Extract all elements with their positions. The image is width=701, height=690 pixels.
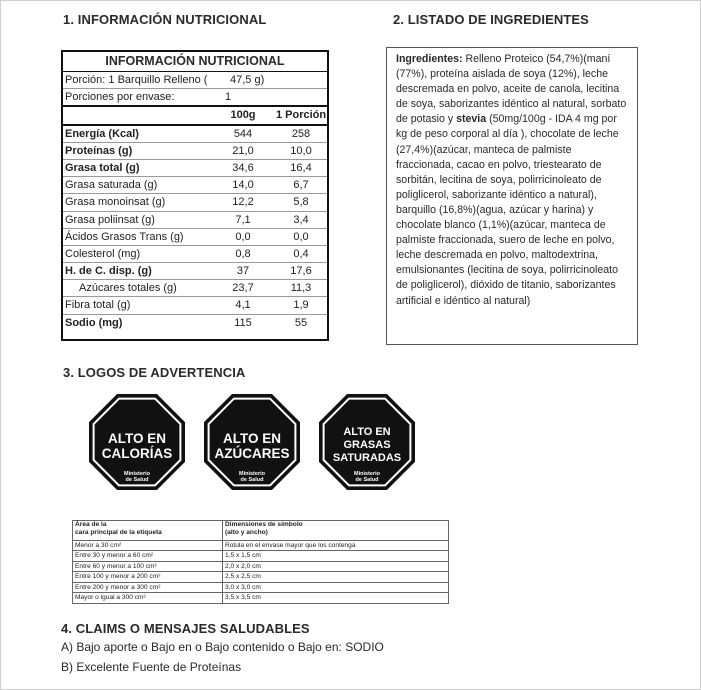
symbol-table-row (73, 551, 449, 562)
nutrition-table (61, 50, 329, 341)
ingredients-box (386, 47, 638, 345)
value-per-100g: 0,8 (235, 247, 251, 260)
value-per-100g: 544 (233, 127, 253, 140)
area-cell: Entre 100 y menor a 200 cm² (73, 572, 223, 583)
nutrient-label: Fibra total (g) (65, 299, 131, 312)
header-dim-line2: (alto y ancho) (225, 529, 268, 536)
portion-label: Porción: 1 Barquillo Relleno ( (65, 74, 208, 86)
section-title-nutrition: 1. INFORMACIÓN NUTRICIONAL (63, 12, 267, 27)
nutrient-label: Grasa saturada (g) (65, 179, 158, 192)
symbol-table-header-area (73, 521, 223, 541)
nutrition-row (63, 315, 327, 331)
nutrition-row (63, 263, 327, 280)
ministry-label-line2: de Salud (240, 477, 264, 483)
header-area-line1: Área de la (75, 521, 107, 528)
value-per-100g: 34,6 (232, 161, 254, 174)
header-area-line2: cara principal de la etiqueta (75, 529, 162, 536)
nutrition-row (63, 194, 327, 211)
ingredients-lead: Ingredientes: (396, 53, 463, 65)
value-per-portion: 55 (294, 316, 308, 329)
value-per-portion: 11,3 (290, 282, 312, 295)
area-cell: Menor a 30 cm² (73, 540, 223, 551)
ministry-label-line1: Ministerio (124, 471, 150, 477)
area-cell: Entre 60 y menor a 100 cm² (73, 561, 223, 572)
symbol-table-row (73, 593, 449, 604)
dimension-cell: Rotula en el envase mayor que los contenga (223, 540, 449, 551)
value-per-100g: 115 (234, 316, 252, 329)
value-per-portion: 5,8 (293, 196, 309, 209)
value-per-portion: 10,0 (290, 144, 312, 157)
servings-value: 1 (225, 91, 232, 104)
value-per-portion: 0,4 (293, 247, 309, 260)
nutrition-row (63, 246, 327, 263)
nutrition-row (63, 126, 327, 143)
section-title-logos: 3. LOGOS DE ADVERTENCIA (63, 365, 246, 380)
warning-octagon (85, 390, 189, 494)
symbol-table-header (73, 521, 449, 541)
nutrition-rows (63, 126, 327, 331)
ministry-label-line1: Ministerio (239, 471, 265, 477)
value-per-portion: 16,4 (290, 161, 312, 174)
servings-row (63, 89, 327, 107)
ingredients-text-1: Relleno Proteico (54,7%)(maní (77%), proteína aislada de soya (12%), leche descremada en polvo, aceite de canola, lecitina de soya, saborizantes idéntico al natural, sorbato de potasio y (396, 53, 627, 126)
logo-text-line2: GRASAS (343, 439, 391, 451)
logo-text-line1: ALTO EN (222, 431, 281, 446)
nutrition-column-headers (63, 107, 327, 125)
dimension-cell: 3,0 x 3,0 cm (223, 582, 449, 593)
ingredients-bold-word: stevia (456, 113, 487, 126)
nutrient-label: Grasa monoinsat (g) (65, 196, 166, 209)
value-per-100g: 0,0 (235, 230, 251, 243)
value-per-100g: 14,0 (232, 179, 254, 192)
ingredients-text-2: (50mg/100g - IDA 4 mg por kg de peso corporal al día ), chocolate de leche (27,4%)(azúcar, manteca de palmiste fraccionada, cacao en polvo, triestearato de sorbitán, lecitina de soya, polirricinoleato de poliglicerol, saborizante idéntico a natural), barquillo (16,8%)(agua, azúcar y harina) y chocolate blanco (1,1%)(azúcar, manteca de palmiste fraccionada, suero de leche en polvo, leche descremada en polvo, maltodextrina, emulsionantes (lecitina de soya, polirricinoleato de poliglicerol), dióxido de titanio, saborizantes artificial e idéntico al natural) (396, 113, 619, 307)
value-per-portion: 3,4 (293, 213, 309, 226)
area-cell: Entre 30 y menor a 60 cm² (73, 551, 223, 562)
symbol-table-row (73, 561, 449, 572)
nutrition-row (63, 212, 327, 229)
claim-a: A) Bajo aporte o Bajo en o Bajo contenido o Bajo en: SODIO (61, 640, 384, 654)
column-header-portion: 1 Porción (276, 109, 327, 122)
value-per-portion: 6,7 (293, 179, 309, 192)
logo-text-line2: CALORÍAS (101, 446, 173, 461)
value-per-100g: 7,1 (235, 213, 251, 226)
nutrient-label: Sodio (mg) (65, 316, 123, 329)
area-cell: Entre 200 y menor a 300 cm² (73, 582, 223, 593)
section-title-ingredients: 2. LISTADO DE INGREDIENTES (393, 12, 589, 27)
claim-b: B) Excelente Fuente de Proteínas (61, 660, 242, 674)
nutrition-row (63, 177, 327, 194)
warning-octagon (315, 390, 419, 494)
nutrient-label: Energía (Kcal) (65, 127, 139, 140)
section-title-claims: 4. CLAIMS O MENSAJES SALUDABLES (61, 621, 310, 636)
nutrient-label: Azúcares totales (g) (79, 282, 177, 295)
portion-row (63, 72, 327, 89)
value-per-100g: 4,1 (235, 299, 251, 312)
nutrition-row (63, 143, 327, 160)
warning-octagon (200, 390, 304, 494)
value-per-100g: 21,0 (232, 144, 254, 157)
dimension-cell: 2,5 x 2,5 cm (223, 572, 449, 583)
symbol-table-header-dimensions (223, 521, 449, 541)
header-dim-line1: Dimensiones de símbolo (225, 521, 303, 528)
ministry-label-line2: de Salud (125, 477, 149, 483)
nutrient-label: Grasa poliinsat (g) (65, 213, 155, 226)
nutrient-label: H. de C. disp. (g) (65, 265, 152, 278)
value-per-portion: 1,9 (293, 299, 309, 312)
ministry-label-line2: de Salud (355, 477, 379, 483)
dimension-cell: 3,5 x 3,5 cm (223, 593, 449, 604)
dimension-cell: 1,5 x 1,5 cm (223, 551, 449, 562)
servings-label: Porciones por envase: (65, 91, 175, 104)
dimension-cell: 2,0 x 2,0 cm (223, 561, 449, 572)
value-per-100g: 37 (236, 265, 250, 278)
logo-text-line1: ALTO EN (343, 426, 391, 438)
nutrition-row (63, 297, 327, 314)
nutrient-label: Grasa total (g) (65, 161, 140, 174)
nutrient-label: Proteínas (g) (65, 144, 133, 157)
logo-text-line1: ALTO EN (107, 431, 166, 446)
nutrition-row (63, 160, 327, 177)
ministry-label-line1: Ministerio (354, 471, 380, 477)
logo-text-line3: SATURADAS (332, 452, 402, 464)
nutrient-label: Ácidos Grasos Trans (g) (65, 230, 184, 243)
symbol-table-row (73, 582, 449, 593)
value-per-100g: 23,7 (232, 282, 254, 295)
value-per-portion: 258 (291, 127, 311, 140)
value-per-portion: 17,6 (290, 265, 312, 278)
value-per-100g: 12,2 (232, 196, 254, 209)
value-per-portion: 0,0 (293, 230, 309, 243)
nutrient-label: Colesterol (mg) (65, 247, 141, 260)
logo-text-line2: AZÚCARES (214, 446, 290, 461)
nutrition-table-title: INFORMACIÓN NUTRICIONAL (63, 52, 327, 72)
symbol-table-row (73, 540, 449, 551)
portion-value: 47,5 g) (230, 74, 265, 86)
nutrition-row (63, 280, 327, 297)
symbol-table-row (73, 572, 449, 583)
symbol-size-table (72, 520, 449, 604)
nutrition-row (63, 229, 327, 246)
column-header-100g: 100g (230, 109, 256, 122)
area-cell: Mayor o igual a 300 cm² (73, 593, 223, 604)
